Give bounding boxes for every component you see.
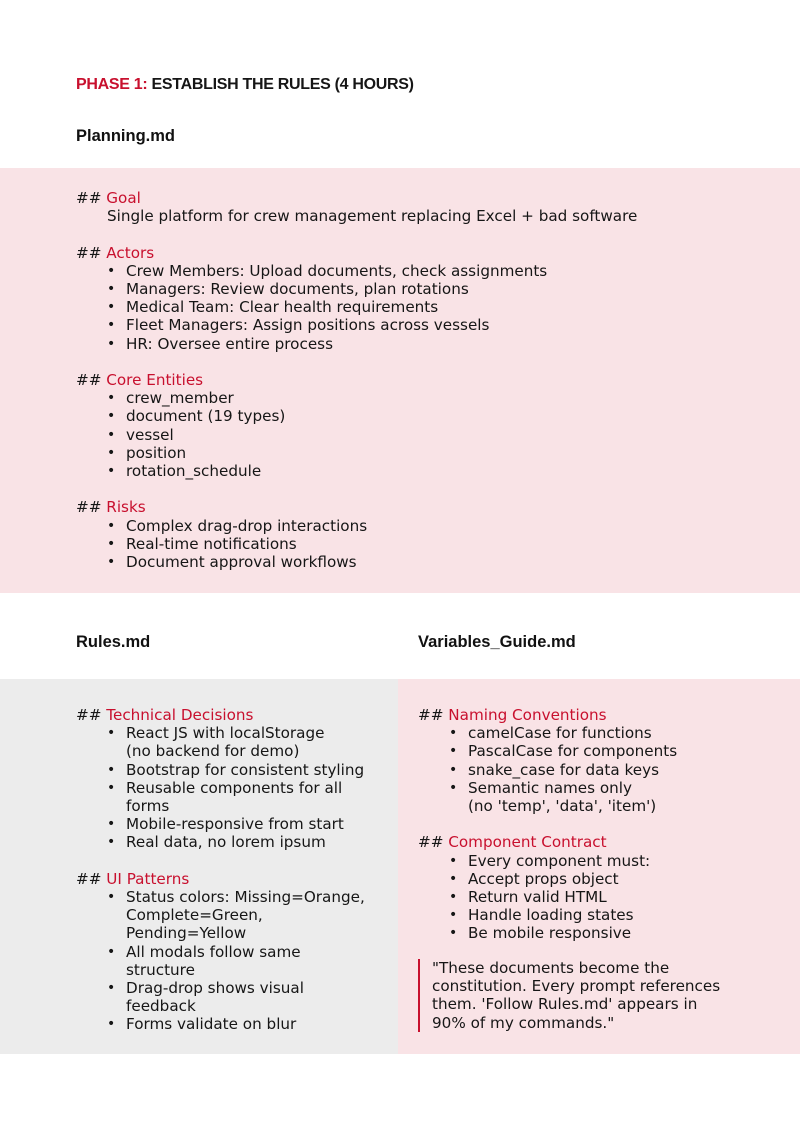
list-item: • Every component must:	[418, 852, 788, 870]
list-item: • Mobile-responsive from start	[76, 815, 396, 833]
phase-title: ESTABLISH THE RULES (4 HOURS)	[147, 76, 414, 93]
rules-filename: Rules.md	[76, 633, 151, 651]
list-item: • Fleet Managers: Assign positions across vessels	[76, 316, 776, 334]
list-item: • position	[76, 444, 776, 462]
list-item: • document (19 types)	[76, 407, 776, 425]
list-item: • Handle loading states	[418, 906, 788, 924]
naming-list	[418, 724, 788, 815]
list-item: • Crew Members: Upload documents, check assignments	[76, 262, 776, 280]
list-item: • Be mobile responsive	[418, 924, 788, 942]
list-item: • Return valid HTML	[418, 888, 788, 906]
variables-content	[418, 706, 788, 943]
goal-heading: ## Goal	[76, 189, 141, 207]
planning-filename: Planning.md	[76, 127, 175, 145]
phase-heading	[76, 76, 414, 94]
list-item: • Forms validate on blur	[76, 1015, 396, 1033]
risks-list	[76, 517, 776, 572]
phase-label: PHASE 1:	[76, 76, 148, 93]
pull-quote: "These documents become the constitution. Every prompt references them. 'Follow Rules.md' appears in 90% of my commands."	[418, 959, 732, 1032]
planning-content	[76, 189, 776, 571]
list-item: • vessel	[76, 426, 776, 444]
actors-heading: ## Actors	[76, 243, 155, 262]
contract-list	[418, 852, 788, 943]
entities-list	[76, 389, 776, 480]
list-item: • Managers: Review documents, plan rotations	[76, 280, 776, 298]
technical-list	[76, 724, 396, 851]
list-item: • snake_case for data keys	[418, 761, 788, 779]
naming-heading: ## Naming Conventions	[418, 706, 607, 724]
list-item: • All modals follow same structure	[76, 943, 396, 979]
list-item: • crew_member	[76, 389, 776, 407]
list-item: • Complex drag-drop interactions	[76, 517, 776, 535]
list-item: • Status colors: Missing=Orange, Complete=Green, Pending=Yellow	[76, 888, 396, 943]
list-item: • Medical Team: Clear health requirements	[76, 298, 776, 316]
variables-filename: Variables_Guide.md	[418, 633, 576, 651]
list-item: • Drag-drop shows visual feedback	[76, 979, 396, 1015]
goal-text: Single platform for crew management replacing Excel + bad software	[107, 207, 638, 226]
technical-heading: ## Technical Decisions	[76, 706, 254, 724]
list-item: • Bootstrap for consistent styling	[76, 761, 396, 779]
list-item: • Reusable components for all forms	[76, 779, 396, 815]
list-item: • Real-time notifications	[76, 535, 776, 553]
list-item: • HR: Oversee entire process	[76, 335, 776, 353]
list-item: • Real data, no lorem ipsum	[76, 833, 396, 851]
rules-content	[76, 706, 396, 1034]
list-item: • Document approval workflows	[76, 553, 776, 571]
ui-list	[76, 888, 396, 1034]
list-item: • PascalCase for components	[418, 742, 788, 760]
list-item: • camelCase for functions	[418, 724, 788, 742]
list-item: • Semantic names only (no 'temp', 'data', 'item')	[418, 779, 788, 815]
entities-heading: ## Core Entities	[76, 371, 204, 389]
list-item: • Accept props object	[418, 870, 788, 888]
ui-heading: ## UI Patterns	[76, 869, 190, 888]
list-item: • rotation_schedule	[76, 462, 776, 480]
contract-heading: ## Component Contract	[418, 833, 607, 852]
list-item: • React JS with localStorage (no backend for demo)	[76, 724, 396, 760]
risks-heading: ## Risks	[76, 498, 146, 517]
actors-list	[76, 262, 776, 353]
